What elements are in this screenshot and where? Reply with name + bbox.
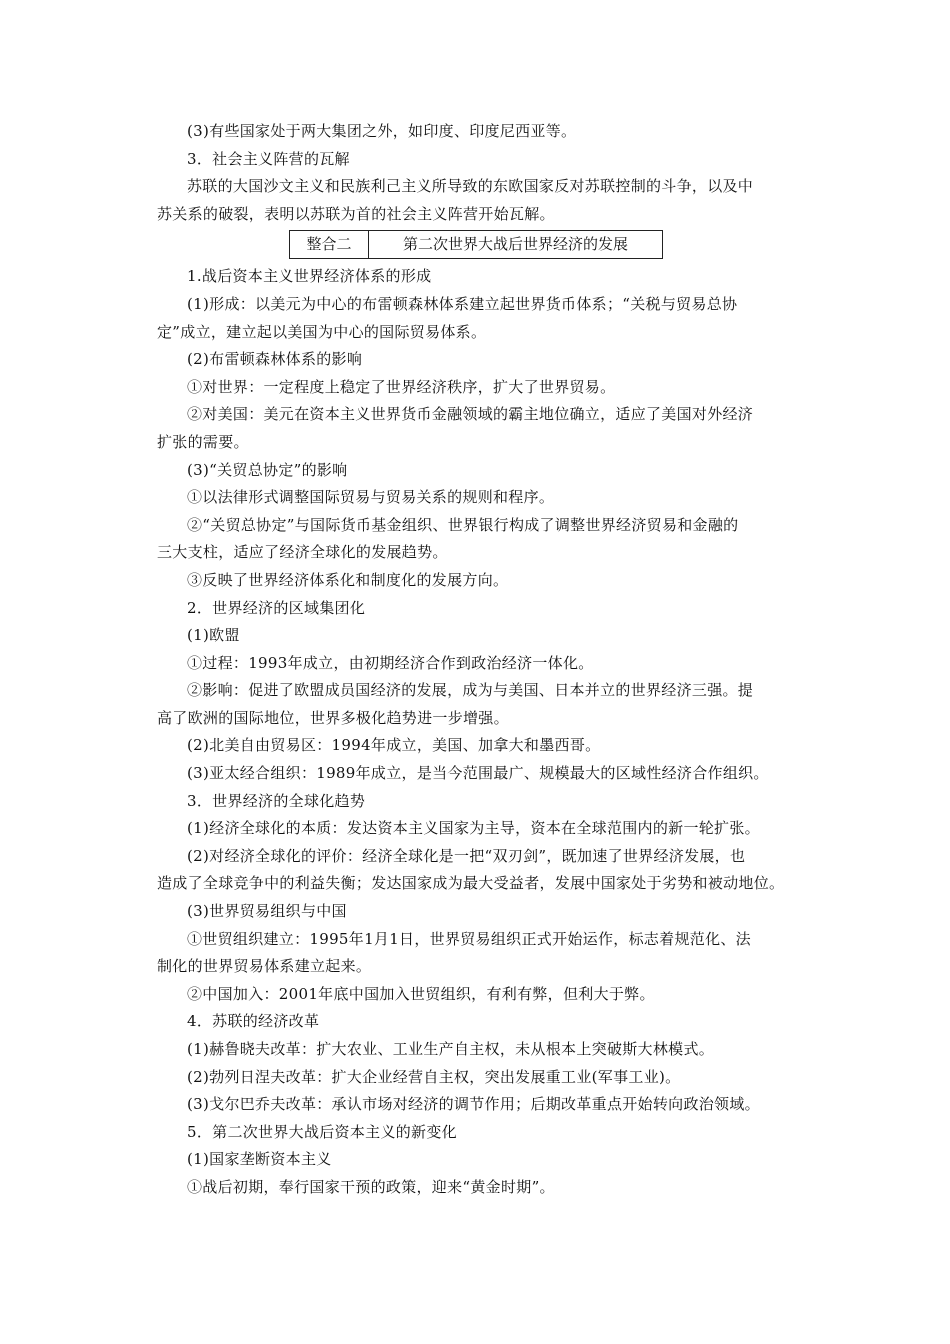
paragraph-line: ①对世界：一定程度上稳定了世界经济秩序，扩大了世界贸易。 xyxy=(187,377,616,396)
paragraph-line: 3．社会主义阵营的瓦解 xyxy=(187,149,350,168)
paragraph-line: (3)亚太经合组织：1989年成立，是当今范围最广、规模最大的区域性经济合作组织。 xyxy=(187,764,769,783)
paragraph-line: (1)形成：以美元为中心的布雷顿森林体系建立起世界货币体系；“关税与贸易总协 xyxy=(187,294,738,313)
paragraph-line: (3)世界贸易组织与中国 xyxy=(187,902,347,921)
paragraph-line: ②中国加入：2001年底中国加入世贸组织，有利有弊，但利大于弊。 xyxy=(187,984,655,1003)
paragraph-line: 3．世界经济的全球化趋势 xyxy=(187,791,366,810)
paragraph-line: (3)“关贸总协定”的影响 xyxy=(187,460,348,479)
paragraph-line: ①世贸组织建立：1995年1月1日，世界贸易组织正式开始运作，标志着规范化、法 xyxy=(187,929,751,948)
paragraph-line: (2)对经济全球化的评价：经济全球化是一把“双刃剑”，既加速了世界经济发展，也 xyxy=(187,846,746,865)
paragraph-line: ①过程：1993年成立，由初期经济合作到政治经济一体化。 xyxy=(187,653,594,672)
paragraph-continuation-line: 制化的世界贸易体系建立起来。 xyxy=(157,957,372,976)
paragraph-line: (1)经济全球化的本质：发达资本主义国家为主导，资本在全球范围内的新一轮扩张。 xyxy=(187,819,760,838)
paragraph-continuation-line: 三大支柱，适应了经济全球化的发展趋势。 xyxy=(157,543,448,562)
paragraph-continuation-line: 定”成立，建立起以美国为中心的国际贸易体系。 xyxy=(157,322,487,341)
paragraph-line: (1)赫鲁晓夫改革：扩大农业、工业生产自主权，未从根本上突破斯大林模式。 xyxy=(187,1040,715,1058)
paragraph-line: 1.战后资本主义世界经济体系的形成 xyxy=(187,267,432,286)
paragraph-line: 2．世界经济的区域集团化 xyxy=(187,598,366,617)
paragraph-line: ②影响：促进了欧盟成员国经济的发展，成为与美国、日本并立的世界经济三强。提 xyxy=(187,681,754,700)
section-title: 第二次世界大战后世界经济的发展 xyxy=(402,235,628,254)
paragraph-continuation-line: 苏关系的破裂，表明以苏联为首的社会主义阵营开始瓦解。 xyxy=(157,204,555,223)
document-body xyxy=(157,118,817,1202)
paragraph-line: 4．苏联的经济改革 xyxy=(187,1012,320,1031)
paragraph-continuation-line: 扩张的需要。 xyxy=(157,432,249,451)
paragraph-line: 5．第二次世界大战后资本主义的新变化 xyxy=(187,1122,457,1141)
paragraph-line: (1)国家垄断资本主义 xyxy=(187,1150,332,1169)
paragraph-line: (2)勃列日涅夫改革：扩大企业经营自主权，突出发展重工业(军事工业)。 xyxy=(187,1067,681,1086)
section-header-box xyxy=(289,230,663,259)
paragraph-line: ②对美国：美元在资本主义世界货币金融领域的霸主地位确立，适应了美国对外经济 xyxy=(187,405,754,424)
paragraph-line: (2)北美自由贸易区：1994年成立，美国、加拿大和墨西哥。 xyxy=(187,736,601,755)
paragraph-line: ①以法律形式调整国际贸易与贸易关系的规则和程序。 xyxy=(187,488,555,507)
paragraph-continuation-line: 高了欧洲的国际地位，世界多极化趋势进一步增强。 xyxy=(157,708,509,727)
paragraph-line: (2)布雷顿森林体系的影响 xyxy=(187,350,363,369)
section-label: 整合二 xyxy=(290,231,369,258)
paragraph-line: 苏联的大国沙文主义和民族利己主义所导致的东欧国家反对苏联控制的斗争，以及中 xyxy=(187,177,754,196)
paragraph-line: ①战后初期，奉行国家干预的政策，迎来“黄金时期”。 xyxy=(187,1177,555,1196)
paragraph-line: (3)有些国家处于两大集团之外，如印度、印度尼西亚等。 xyxy=(187,122,577,140)
paragraph-line: (1)欧盟 xyxy=(187,626,240,645)
section-header xyxy=(157,230,817,261)
paragraph-line: ③反映了世界经济体系化和制度化的发展方向。 xyxy=(187,570,509,589)
paragraph-line: ②“关贸总协定”与国际货币基金组织、世界银行构成了调整世界经济贸易和金融的 xyxy=(187,515,739,534)
paragraph-line: (3)戈尔巴乔夫改革：承认市场对经济的调节作用；后期改革重点开始转向政治领域。 xyxy=(187,1095,760,1114)
paragraph-continuation-line: 造成了全球竞争中的利益失衡；发达国家成为最大受益者，发展中国家处于劣势和被动地位。 xyxy=(157,874,785,893)
